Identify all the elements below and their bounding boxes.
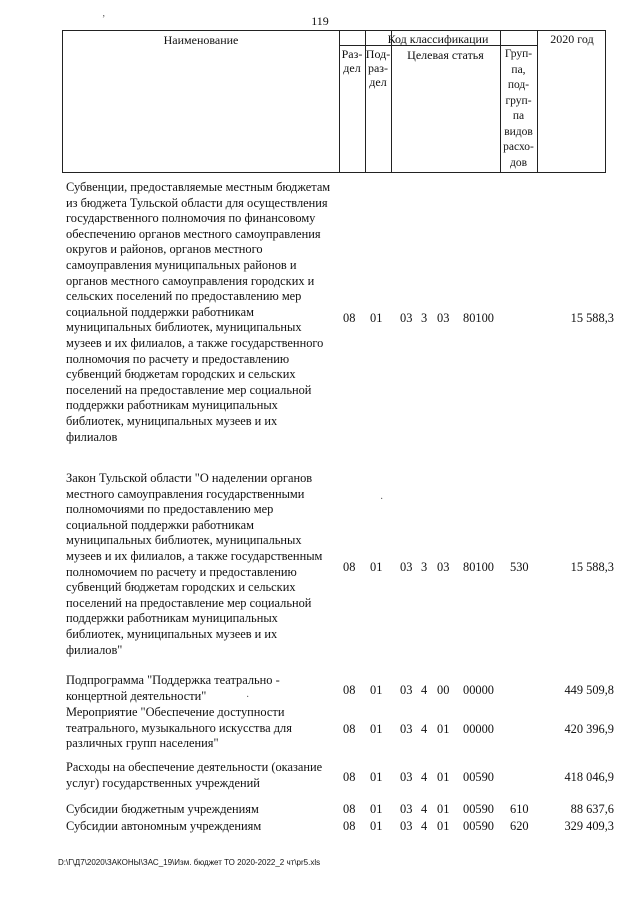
row-ts-program: 03 (400, 683, 413, 697)
row-razdel: 08 (343, 311, 356, 325)
row-sum: 15 588,3 (570, 311, 614, 325)
row-podrazdel: 01 (370, 802, 383, 816)
row-name: Мероприятие "Обеспечение доступности театрального, музыкального искусства для различных групп населения" (66, 705, 292, 751)
row-sum: 88 637,6 (570, 802, 614, 816)
row-podrazdel: 01 (370, 722, 383, 736)
row-ts-direction: 00590 (463, 802, 494, 816)
row-sum: 449 509,8 (564, 683, 614, 697)
row-ts-program: 03 (400, 802, 413, 816)
row-ts-subprogram: 4 (421, 722, 428, 736)
row-ts-direction: 00000 (463, 722, 494, 736)
scan-speck: · (246, 692, 250, 703)
header-name: Наименование (163, 33, 239, 47)
row-ts-subprogram: 4 (421, 819, 428, 833)
row-name: Подпрограмма "Поддержка театрально - концертной деятельности" (66, 673, 280, 703)
row-ts-event: 01 (437, 722, 450, 736)
row-ts-program: 03 (400, 311, 413, 325)
row-ts-subprogram: 4 (421, 770, 428, 784)
row-ts-subprogram: 3 (421, 560, 428, 574)
row-ts-event: 01 (437, 770, 450, 784)
row-ts-direction: 00590 (463, 819, 494, 833)
row-ts-event: 03 (437, 311, 450, 325)
row-vid: 610 (510, 802, 529, 816)
header-vid: Груп- па, под- груп- па видов расхо- дов (503, 48, 534, 169)
header-year: 2020 год (550, 32, 594, 46)
row-podrazdel: 01 (370, 560, 383, 574)
row-ts-direction: 00590 (463, 770, 494, 784)
scan-speck: ʼ (102, 14, 106, 25)
row-ts-subprogram: 4 (421, 802, 428, 816)
row-name: Закон Тульской области "О наделении органов местного самоуправления государственными полномочиями по предоставлению мер социальной поддержки работникам муниципальных библиотек, муниципальных музеев и их филиалов, а также государственным полномочием по расчету и предоставлению субвенций бюджетам городских и сельских поселений на предоставление мер социальной поддержки работникам муниципальных библиотек, муниципальных музеев и их филиалов" (66, 471, 323, 657)
row-ts-event: 01 (437, 819, 450, 833)
scan-speck: · (380, 494, 384, 505)
row-ts-program: 03 (400, 722, 413, 736)
row-razdel: 08 (343, 722, 356, 736)
row-podrazdel: 01 (370, 819, 383, 833)
row-ts-event: 00 (437, 683, 450, 697)
row-ts-program: 03 (400, 560, 413, 574)
table-header (62, 30, 606, 173)
header-code-group: Код классификации (387, 32, 489, 46)
row-razdel: 08 (343, 802, 356, 816)
row-razdel: 08 (343, 819, 356, 833)
header-divider (537, 31, 538, 172)
row-sum: 329 409,3 (564, 819, 614, 833)
row-ts-program: 03 (400, 819, 413, 833)
header-podrazdel: Под- раз- дел (365, 47, 391, 89)
row-razdel: 08 (343, 770, 356, 784)
row-sum: 15 588,3 (570, 560, 614, 574)
row-ts-direction: 80100 (463, 560, 494, 574)
row-sum: 420 396,9 (564, 722, 614, 736)
row-razdel: 08 (343, 683, 356, 697)
row-name: Субсидии автономным учреждениям (66, 819, 262, 833)
row-name: Расходы на обеспечение деятельности (оказание услуг) государственных учреждений (66, 760, 323, 790)
row-podrazdel: 01 (370, 683, 383, 697)
row-podrazdel: 01 (370, 770, 383, 784)
row-sum: 418 046,9 (564, 770, 614, 784)
row-name: Субвенции, предоставляемые местным бюджетам из бюджета Тульской области для осуществления государственного полномочия по финансовому обеспечению органов местного самоуправления округов и районов, органов местного самоуправления муниципальных районов и органов местного самоуправления городских и сельских поселений по предоставлению мер социальной поддержки работникам муниципальных библиотек, муниципальных музеев и их филиалов, а также государственного полномочия по расчету и предоставлению субвенций бюджетам городских и сельских поселений на предоставление мер социальной поддержки работникам муниципальных библиотек, муниципальных музеев и их филиалов (66, 180, 331, 444)
row-ts-direction: 80100 (463, 311, 494, 325)
row-ts-program: 03 (400, 770, 413, 784)
row-ts-event: 03 (437, 560, 450, 574)
row-vid: 530 (510, 560, 529, 574)
footer-file-path: D:\Г\Д7\2020\ЗАКОНЫ\ЗАС_19\Изм. бюджет ТО 2020-2022_2 чт\pr5.xls (58, 858, 321, 867)
header-razdel: Раз- дел (341, 47, 363, 75)
row-razdel: 08 (343, 560, 356, 574)
row-name: Субсидии бюджетным учреждениям (66, 802, 259, 816)
header-target-article: Целевая статья (407, 48, 484, 62)
row-ts-event: 01 (437, 802, 450, 816)
row-vid: 620 (510, 819, 529, 833)
row-ts-direction: 00000 (463, 683, 494, 697)
page-number: 119 (311, 14, 329, 28)
row-ts-subprogram: 4 (421, 683, 428, 697)
row-podrazdel: 01 (370, 311, 383, 325)
row-ts-subprogram: 3 (421, 311, 428, 325)
